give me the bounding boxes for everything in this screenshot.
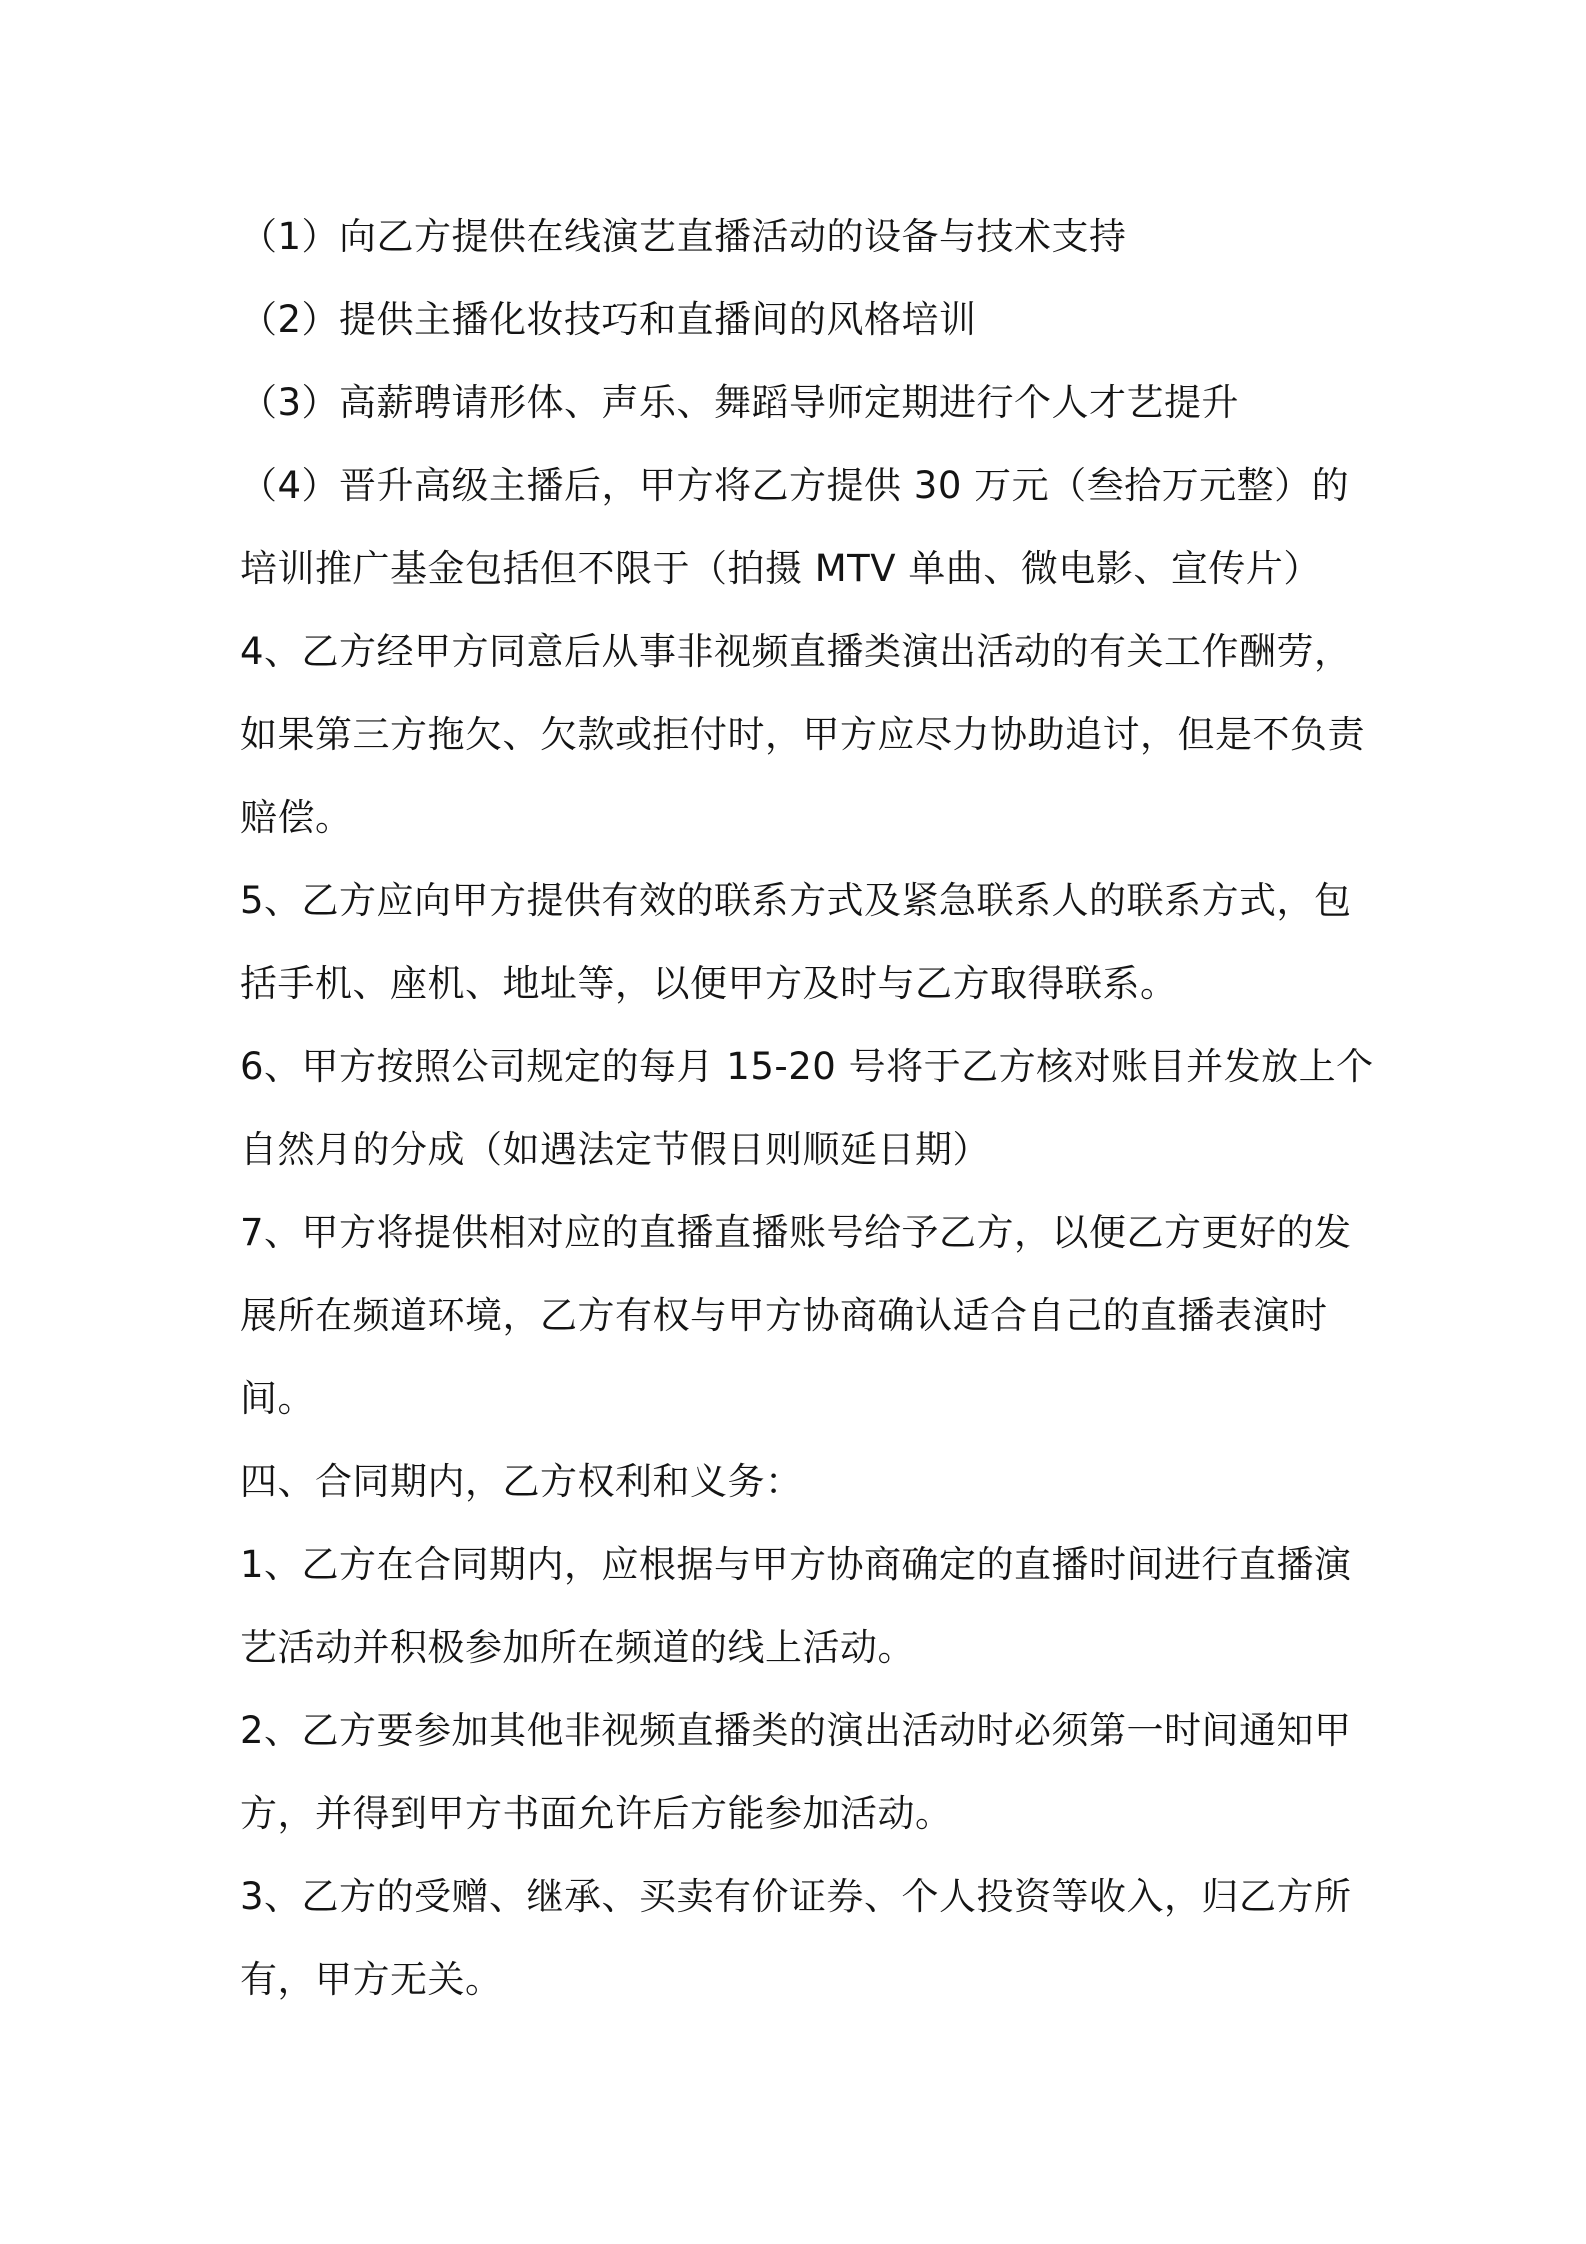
clause-line: 培训推广基金包括但不限于（拍摄 MTV 单曲、微电影、宣传片） [240, 547, 1321, 590]
clause-line: （4）晋升高级主播后，甲方将乙方提供 30 万元（叁拾万元整）的 [240, 464, 1350, 507]
clause-line: 5、乙方应向甲方提供有效的联系方式及紧急联系人的联系方式，包 [240, 879, 1352, 922]
clause-line: 4、乙方经甲方同意后从事非视频直播类演出活动的有关工作酬劳， [240, 630, 1352, 673]
clause-line: （1）向乙方提供在线演艺直播活动的设备与技术支持 [240, 215, 1127, 258]
clause-line: 展所在频道环境，乙方有权与甲方协商确认适合自己的直播表演时 [240, 1294, 1328, 1337]
clause-line: 括手机、座机、地址等，以便甲方及时与乙方取得联系。 [240, 962, 1178, 1005]
clause-line: 如果第三方拖欠、欠款或拒付时，甲方应尽力协助追讨，但是不负责 [240, 713, 1365, 756]
clause-line: 6、甲方按照公司规定的每月 15-20 号将于乙方核对账目并发放上个 [240, 1045, 1374, 1088]
clause-line: 艺活动并积极参加所在频道的线上活动。 [240, 1626, 915, 1669]
clause-line: （2）提供主播化妆技巧和直播间的风格培训 [240, 298, 977, 341]
section-heading: 四、合同期内，乙方权利和义务： [240, 1460, 803, 1503]
clause-line: 3、乙方的受赠、继承、买卖有价证券、个人投资等收入，归乙方所 [240, 1875, 1352, 1918]
clause-line: 7、甲方将提供相对应的直播直播账号给予乙方，以便乙方更好的发 [240, 1211, 1352, 1254]
clause-line: 赔偿。 [240, 796, 353, 839]
clause-line: 方，并得到甲方书面允许后方能参加活动。 [240, 1792, 953, 1835]
clause-line: 自然月的分成（如遇法定节假日则顺延日期） [240, 1128, 990, 1171]
clause-line: 1、乙方在合同期内，应根据与甲方协商确定的直播时间进行直播演 [240, 1543, 1352, 1586]
clause-line: 2、乙方要参加其他非视频直播类的演出活动时必须第一时间通知甲 [240, 1709, 1352, 1752]
clause-line: 间。 [240, 1377, 315, 1420]
contract-text [240, 195, 1374, 2021]
clause-line: （3）高薪聘请形体、声乐、舞蹈导师定期进行个人才艺提升 [240, 381, 1240, 424]
clause-line: 有，甲方无关。 [240, 1958, 503, 2001]
